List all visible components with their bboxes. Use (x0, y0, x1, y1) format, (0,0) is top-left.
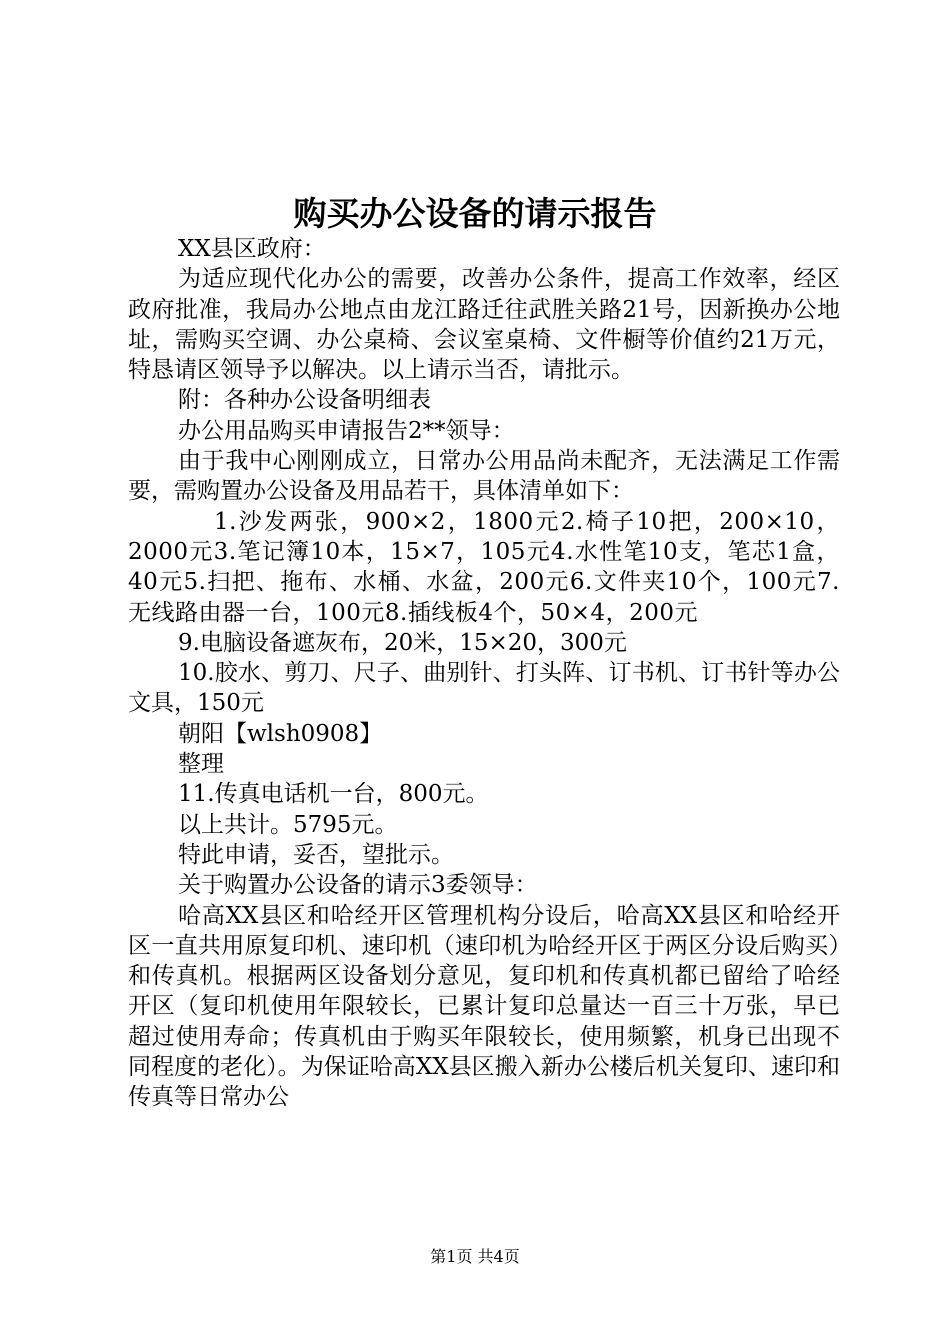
section-heading-2: 办公用品购买申请报告2**领导： (178, 417, 515, 444)
closing-line: 特此申请，妥否，望批示。 (178, 841, 454, 868)
total-line: 以上共计。5795元。 (178, 811, 398, 838)
attachment-note: 附：各种办公设备明细表 (178, 387, 431, 414)
paragraph-reason: 由于我中心刚刚成立，日常办公用品尚未配齐，无法满足工作需要，需购置办公设备及用品若干，具体清单如下： (128, 448, 840, 505)
paragraph-request: 为适应现代化办公的需要，改善办公条件，提高工作效率，经区政府批准，我局办公地点由龙江路迁往武胜关路21号，因新换办公地址，需购买空调、办公桌椅、会议室桌椅、文件橱等价值约21万元，特恳请区领导予以解决。以上请示当否，请批示。 (128, 266, 840, 384)
document-title: 购买办公设备的请示报告 (293, 194, 657, 233)
section-heading-3: 关于购置办公设备的请示3委领导： (178, 872, 538, 899)
salutation: XX县区政府： (178, 236, 326, 262)
item-11: 11.传真电话机一台，800元。 (178, 781, 489, 808)
page-footer: 第1页 共4页 (430, 1247, 520, 1266)
paragraph-background: 哈高XX县区和哈经开区管理机构分设后，哈高XX县区和哈经开区一直共用原复印机、速印机（速印机为哈经开区于两区分设后购买）和传真机。根据两区设备划分意见，复印机和传真机都已留给了哈经开区（复印机使用年限较长，已累计复印总量达一百三十万张，早已超过使用寿命；传真机由于购买年限较长，使用频繁，机身已出现不同程度的老化）。为保证哈高XX县区搬入新办公楼后机关复印、速印和传真等日常办公 (128, 902, 840, 1111)
source-note: 朝阳【wlsh0908】 (178, 720, 383, 747)
document-body (128, 234, 840, 1113)
item-list-1-8: 1.沙发两张，900×2，1800元2.椅子10把，200×10，2000元3.笔记簿10本，15×7，105元4.水性笔10支，笔芯1盒，40元5.扫把、拖布、水桶、水盆，200元6.文件夹10个，100元7.无线路由器一台，100元8.插线板4个，50×4，200元 (128, 508, 840, 626)
source-note-2: 整理 (178, 751, 224, 778)
item-9: 9.电脑设备遮灰布，20米，15×20，300元 (178, 629, 627, 656)
item-10: 10.胶水、剪刀、尺子、曲别针、打头阵、订书机、订书针等办公文具，150元 (128, 660, 840, 717)
